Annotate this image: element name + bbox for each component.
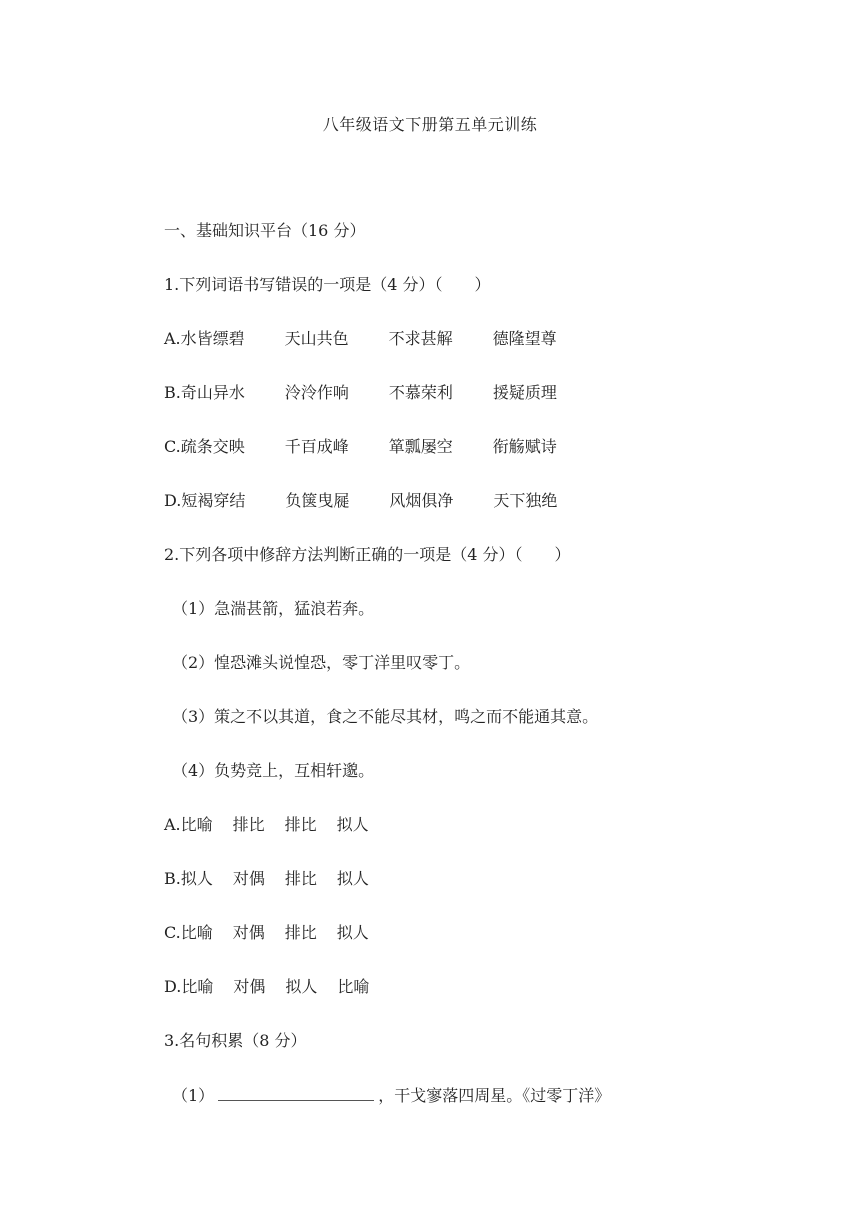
option-word: 奇山异水 xyxy=(180,383,245,402)
option-word: 疏条交映 xyxy=(180,437,245,456)
option-word: 天下独绝 xyxy=(493,491,558,510)
option-word: 水皆缥碧 xyxy=(180,329,245,348)
option-word: 拟人 xyxy=(336,869,369,888)
option-word: 比喻 xyxy=(180,923,213,942)
option-word: 拟人 xyxy=(336,923,369,942)
fill-in-blank[interactable] xyxy=(218,1084,374,1101)
q1-option-c xyxy=(164,436,557,458)
option-word: 拟人 xyxy=(285,977,318,996)
option-label: C. xyxy=(164,923,181,942)
option-word: 负箧曳屣 xyxy=(285,491,350,510)
option-word: 比喻 xyxy=(337,977,370,996)
option-label: C. xyxy=(164,437,181,456)
option-label: A. xyxy=(164,815,181,834)
option-word: 对偶 xyxy=(232,923,265,942)
option-word: 排比 xyxy=(284,923,317,942)
option-word: 援疑质理 xyxy=(492,383,557,402)
option-word: 箪瓢屡空 xyxy=(388,437,453,456)
q1-option-b xyxy=(164,382,557,404)
section-heading: 一、基础知识平台（16 分） xyxy=(164,221,366,240)
q1-option-d xyxy=(164,490,557,512)
option-word: 衔觞赋诗 xyxy=(492,437,557,456)
option-word: 千百成峰 xyxy=(284,437,349,456)
option-word: 天山共色 xyxy=(284,329,349,348)
option-word: 不慕荣利 xyxy=(388,383,453,402)
option-word: 德隆望尊 xyxy=(492,329,557,348)
option-word: 比喻 xyxy=(181,977,214,996)
q2-option-c xyxy=(164,922,369,944)
option-word: 排比 xyxy=(232,815,265,834)
option-word: 风烟俱净 xyxy=(389,491,454,510)
option-word: 拟人 xyxy=(336,815,369,834)
question-3-stem: 3.名句积累（8 分） xyxy=(164,1031,307,1050)
option-word: 短褐穿结 xyxy=(181,491,246,510)
option-label: B. xyxy=(164,383,181,402)
option-word: 排比 xyxy=(284,869,317,888)
q2-sentence-3: （3）策之不以其道，食之不能尽其材，鸣之而不能通其意。 xyxy=(172,707,599,726)
q2-sentence-2: （2）惶恐滩头说惶恐，零丁洋里叹零丁。 xyxy=(172,653,471,672)
option-word: 不求甚解 xyxy=(388,329,453,348)
document-title: 八年级语文下册第五单元训练 xyxy=(322,115,538,134)
option-word: 泠泠作响 xyxy=(284,383,349,402)
q2-option-b xyxy=(164,868,369,890)
option-word: 拟人 xyxy=(180,869,213,888)
q3-item-1 xyxy=(172,1084,610,1107)
q1-option-a xyxy=(164,328,557,350)
option-word: 排比 xyxy=(284,815,317,834)
q2-sentence-4: （4）负势竞上，互相轩邈。 xyxy=(172,761,375,780)
option-label: D. xyxy=(164,491,182,510)
question-1-stem: 1.下列词语书写错误的一项是（4 分）（ ） xyxy=(164,275,491,294)
q3-item-1-prefix: （1） xyxy=(172,1086,215,1105)
q2-option-a xyxy=(164,814,369,836)
option-label: B. xyxy=(164,869,181,888)
option-word: 对偶 xyxy=(233,977,266,996)
q2-sentence-1: （1）急湍甚箭，猛浪若奔。 xyxy=(172,599,375,618)
q3-item-1-suffix: ，干戈寥落四周星。《过零丁洋》 xyxy=(378,1086,611,1105)
option-label: D. xyxy=(164,977,182,996)
option-word: 比喻 xyxy=(180,815,213,834)
question-2-stem: 2.下列各项中修辞方法判断正确的一项是（4 分）（ ） xyxy=(164,545,571,564)
option-word: 对偶 xyxy=(232,869,265,888)
option-label: A. xyxy=(164,329,181,348)
q2-option-d xyxy=(164,976,369,998)
